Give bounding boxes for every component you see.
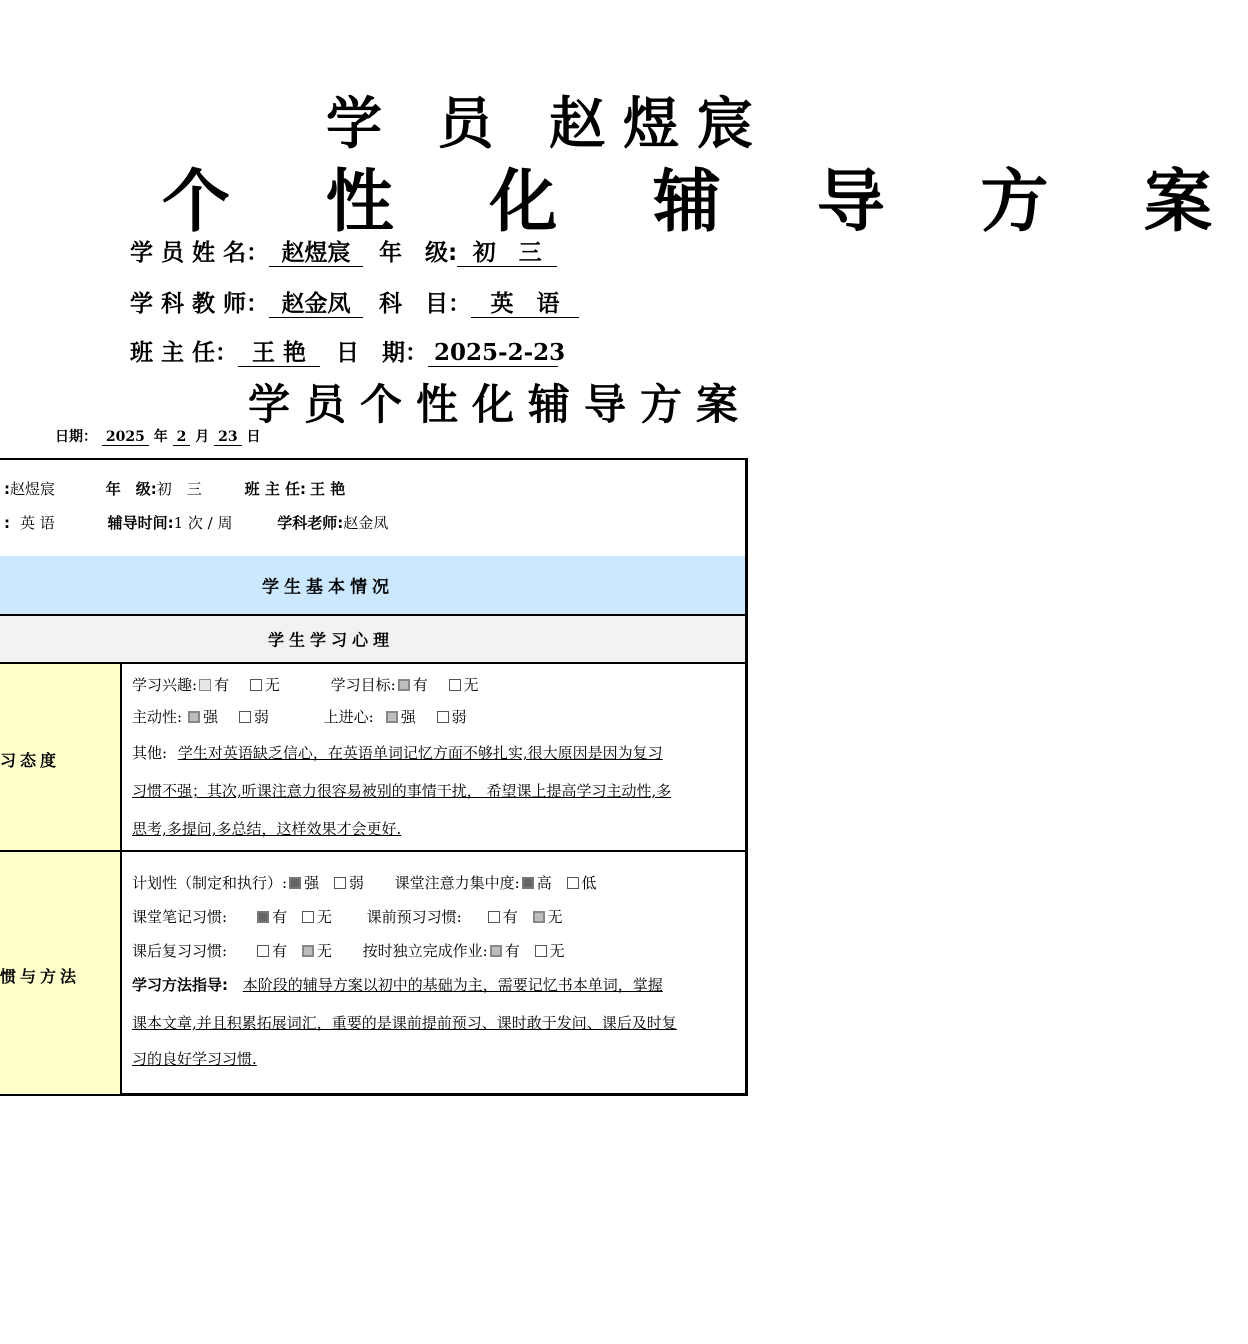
method-label: 学习方法指导: (132, 976, 228, 994)
review-yes-checkbox[interactable] (257, 945, 269, 957)
meta-row (0, 460, 745, 558)
initiative-strong-label: 强 (203, 708, 219, 726)
meta-teacher-label: 学科老师: (277, 514, 344, 532)
section-basic (0, 556, 745, 616)
info-row-3 (130, 334, 566, 367)
ambition-strong-checkbox[interactable] (386, 711, 398, 723)
attitude-line-1 (132, 674, 479, 695)
initiative-weak-label: 弱 (253, 708, 269, 726)
attitude-header (0, 664, 122, 850)
meta-time-label: 辅导时间: (107, 514, 174, 532)
meta-teacher-value: 赵金凤 (343, 514, 389, 532)
goal-yes-checkbox[interactable] (398, 679, 410, 691)
meta-grade-value: 初 三 (156, 480, 202, 498)
attitude-label: 习态度 (0, 751, 61, 770)
focus-low-checkbox[interactable] (567, 877, 579, 889)
homework-no-label: 无 (549, 942, 565, 960)
info-row-1 (130, 234, 557, 267)
interest-label: 学习兴趣: (132, 676, 198, 694)
other-label: 其他: (132, 744, 168, 762)
preview-no-label: 无 (547, 908, 563, 926)
attitude-content (132, 664, 737, 850)
subject-value: 英 语 (471, 291, 579, 318)
section-basic-title: 学生基本情况 (262, 577, 394, 598)
attitude-line-2 (132, 706, 467, 727)
title-student-name: 学 员 赵煜宸 (326, 92, 771, 157)
habits-line-3 (132, 940, 565, 961)
homework-yes-label: 有 (504, 942, 520, 960)
other-text-3: 思考,多提问,多总结，这样效果才会更好. (132, 820, 402, 838)
meta-head-value: 王 艳 (310, 480, 346, 498)
interest-yes-checkbox[interactable] (199, 679, 211, 691)
plan-weak-checkbox[interactable] (334, 877, 346, 889)
date-month-unit: 月 (195, 429, 210, 445)
ambition-label: 上进心: (323, 708, 374, 726)
notes-no-checkbox[interactable] (302, 911, 314, 923)
ambition-weak-label: 弱 (451, 708, 467, 726)
review-no-label: 无 (316, 942, 332, 960)
section-psych-title: 学生学习心理 (268, 630, 395, 650)
homework-yes-checkbox[interactable] (490, 945, 502, 957)
date-label: 日 期： (336, 340, 429, 366)
goal-no-label: 无 (463, 676, 479, 694)
preview-no-checkbox[interactable] (533, 911, 545, 923)
grade-label: 年 级: (379, 240, 458, 266)
focus-high-checkbox[interactable] (522, 877, 534, 889)
attitude-other-line-1 (132, 742, 663, 763)
date-year: 2025 (102, 429, 149, 446)
meta-subject-value: 英 语 (20, 514, 55, 532)
notes-yes-checkbox[interactable] (257, 911, 269, 923)
grade-value: 初 三 (457, 240, 557, 267)
subtitle: 学员个性化辅导方案 (248, 380, 753, 429)
date-prefix: 日期： (55, 429, 97, 445)
interest-no-label: 无 (264, 676, 280, 694)
goal-yes-label: 有 (412, 676, 428, 694)
goal-no-checkbox[interactable] (449, 679, 461, 691)
section-psych (0, 616, 745, 664)
name-value: 赵煜宸 (269, 240, 363, 267)
notes-yes-label: 有 (272, 908, 288, 926)
interest-no-checkbox[interactable] (250, 679, 262, 691)
other-text-1: 学生对英语缺乏信心，在英语单词记忆方面不够扎实,很大原因是因为复习 (177, 744, 663, 762)
goal-label: 学习目标: (330, 676, 396, 694)
plan-strong-checkbox[interactable] (289, 877, 301, 889)
initiative-strong-checkbox[interactable] (188, 711, 200, 723)
initiative-weak-checkbox[interactable] (239, 711, 251, 723)
subject-label: 科 目： (379, 291, 472, 317)
meta-name-label: : (4, 480, 10, 498)
date-month: 2 (173, 429, 191, 446)
ambition-weak-checkbox[interactable] (437, 711, 449, 723)
meta-head-label: 班 主 任: (244, 480, 307, 498)
meta-name-value: 赵煜宸 (10, 480, 56, 498)
date-line (55, 426, 260, 446)
method-text-2: 课本文章,并且积累拓展词汇，重要的是课前提前预习、课时敢于发问、课后及时复 (132, 1014, 677, 1032)
plan-strong-label: 强 (304, 874, 320, 892)
other-text-2: 习惯不强；其次,听课注意力很容易被别的事情干扰， 希望课上提高学习主动性,多 (132, 782, 672, 800)
notes-no-label: 无 (316, 908, 332, 926)
name-label: 学 员 姓 名： (130, 240, 270, 266)
teacher-label: 学 科 教 师： (130, 291, 270, 317)
meta-grade-label: 年 级: (105, 480, 157, 498)
ambition-strong-label: 强 (400, 708, 416, 726)
notes-label: 课堂笔记习惯: (132, 908, 228, 926)
interest-yes-label: 有 (214, 676, 230, 694)
focus-high-label: 高 (536, 874, 552, 892)
meta-line-2 (4, 512, 388, 533)
focus-low-label: 低 (581, 874, 597, 892)
headteacher-label: 班 主 任： (130, 340, 239, 366)
habits-label: 惯与方法 (0, 967, 81, 986)
meta-time-value: 1 次 / 周 (173, 514, 233, 532)
method-line-1 (132, 974, 663, 995)
title-plan: 个 性 化 辅 导 方 案 (162, 163, 1248, 242)
homework-label: 按时独立完成作业: (362, 942, 488, 960)
method-text-1: 本阶段的辅导方案以初中的基础为主，需要记忆书本单词，掌握 (242, 976, 663, 994)
plan-weak-label: 弱 (348, 874, 364, 892)
habits-header (0, 852, 122, 1094)
review-yes-label: 有 (272, 942, 288, 960)
preview-yes-label: 有 (502, 908, 518, 926)
preview-yes-checkbox[interactable] (488, 911, 500, 923)
habits-content (132, 852, 737, 1094)
headteacher-value: 王 艳 (238, 340, 320, 367)
homework-no-checkbox[interactable] (535, 945, 547, 957)
habits-line-1 (132, 872, 597, 893)
habits-line-2 (132, 906, 563, 927)
plan-table (0, 458, 748, 1096)
date-value: 2025-2-23 (428, 340, 558, 367)
teacher-value: 赵金凤 (269, 291, 363, 318)
meta-subject-label: : (4, 514, 10, 532)
plan-label: 计划性（制定和执行）: (132, 874, 288, 892)
focus-label: 课堂注意力集中度: (394, 874, 520, 892)
habits-block (0, 852, 745, 1094)
review-label: 课后复习习惯: (132, 942, 228, 960)
preview-label: 课前预习习惯: (366, 908, 462, 926)
date-day: 23 (214, 429, 241, 446)
attitude-block (0, 664, 745, 852)
initiative-label: 主动性: (132, 708, 183, 726)
date-day-unit: 日 (246, 429, 261, 445)
info-row-2 (130, 285, 579, 318)
date-year-unit: 年 (153, 429, 168, 445)
method-text-3: 习的良好学习习惯. (132, 1050, 257, 1068)
review-no-checkbox[interactable] (302, 945, 314, 957)
meta-line-1 (4, 478, 345, 499)
